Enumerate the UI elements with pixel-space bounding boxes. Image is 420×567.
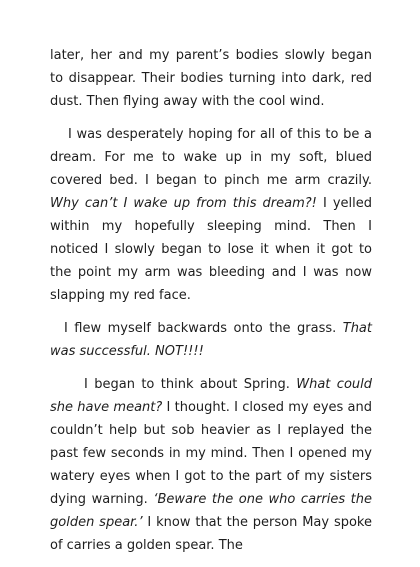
paragraph-3 — [50, 317, 372, 363]
paragraph-2 — [50, 123, 372, 307]
paragraph-2-italic-thought: Why can’t I wake up from this dream?! — [50, 196, 317, 211]
paragraph-2-text-a: I was desperately hoping for all of this to be a dream. For me to wake up in my soft, blued covered bed. I began to pinch me arm crazily. — [50, 127, 372, 188]
paragraph-2-text-b: I yelled within my hopefully sleeping mind. Then I noticed I slowly began to lose it when it got to the point my arm was bleeding and I was now slapping my red face. — [50, 196, 373, 303]
document-page — [50, 44, 372, 567]
paragraph-1 — [50, 44, 372, 113]
paragraph-4-italic-question: What could she have meant? — [50, 377, 372, 415]
paragraph-3-italic-aside: That was successful. NOT!!!! — [50, 321, 372, 359]
paragraph-4-text-c: I know that the person May spoke of carries a golden spear. The — [50, 515, 372, 553]
paragraph-4 — [50, 373, 372, 557]
paragraph-4-text-a: I began to think about Spring. — [84, 377, 297, 392]
paragraph-1-text: later, her and my parent’s bodies slowly began to disappear. Their bodies turning into dark, red dust. Then flying away with the cool wind. — [50, 48, 372, 109]
paragraph-4-text-b: I thought. I closed my eyes and couldn’t help but sob heavier as I replayed the past few seconds in my mind. Then I opened my watery eyes when I got to the part of my sisters dying warning. — [50, 400, 372, 507]
paragraph-4-italic-warning: ‘Beware the one who carries the golden spear.’ — [50, 492, 372, 530]
paragraph-3-text: I flew myself backwards onto the grass. — [64, 321, 343, 336]
